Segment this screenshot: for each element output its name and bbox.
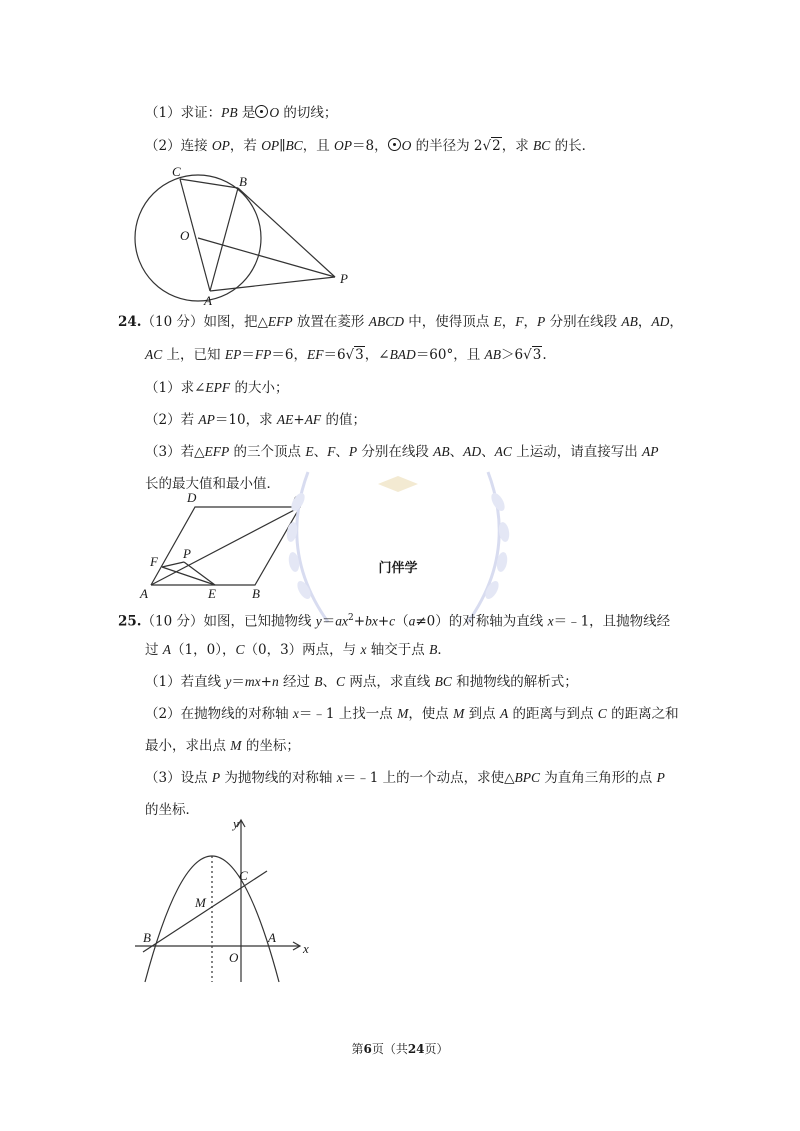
label-b: B: [143, 930, 151, 945]
q23-part1: （1）求证：PB 是 O 的切线；: [145, 105, 338, 121]
parabola: [145, 856, 279, 982]
segment-fe: [162, 567, 215, 585]
footer-middle: 页（共: [371, 1042, 408, 1056]
q25-figure: [135, 812, 320, 992]
q23-figure: [130, 160, 370, 310]
line-bc: [143, 871, 267, 952]
q24-part3-line1: （3）若△EFP 的三个顶点 E、F、P 分别在线段 AB、AD、AC 上运动，请直接写出 AP: [145, 444, 659, 460]
q25-part1: （1）若直线 y＝mx+n 经过 B、C 两点，求直线 BC 和抛物线的解析式；: [145, 674, 578, 690]
label-a: A: [204, 293, 212, 308]
q25-stem-line1: 25.（10 分）如图，已知抛物线 $y=ax^2+bx+c(a\ne 0)$的对称轴为直线 x＝﹣1，且抛物线经: [118, 613, 671, 630]
graduation-cap-icon: [378, 476, 418, 492]
circle-dot-symbol: [255, 105, 268, 118]
q25-part3-line2: 的坐标．: [145, 802, 199, 818]
label-e: E: [208, 586, 216, 601]
q24-stem-line2: AC 上，已知 EP＝FP＝6，EF＝6√3，∠BAD＝60°，且 AB＞6√3.: [145, 347, 547, 363]
q25-part2-line1: （2）在抛物线的对称轴 x＝﹣1 上找一点 M，使点 M 到点 A 的距离与到点 C 的距离之和: [145, 706, 679, 722]
q24-stem-line1: 24.（10 分）如图，把△EFP 放置在菱形 ABCD 中，使得顶点 E，F，P 分别在线段 AB，AD，: [118, 314, 683, 330]
q23-part2: （2）连接 OP，若 OP∥BC，且 OP＝8， O 的半径为 2√2，求 BC 的长．: [145, 138, 596, 154]
label-d: D: [187, 490, 197, 505]
segment-fp: [162, 562, 184, 567]
q24-part2: （2）若 AP＝10，求 AE+AF 的值；: [145, 412, 366, 428]
footer-total-pages: 24: [407, 1042, 425, 1056]
label-f: F: [150, 554, 158, 569]
q25-part2-line2: 最小，求出点 M 的坐标；: [145, 738, 300, 754]
footer-suffix: 页）: [424, 1042, 449, 1056]
label-a: A: [268, 930, 276, 945]
label-b: B: [252, 586, 260, 601]
segment-ap: [210, 277, 335, 291]
label-o: O: [180, 228, 190, 243]
footer-page-number: 6: [363, 1042, 372, 1056]
page-footer: [0, 1040, 800, 1057]
q24-part3-line2: 长的最大值和最小值．: [145, 476, 280, 492]
watermark-text: 门伴学: [378, 561, 418, 576]
label-y: y: [233, 816, 239, 831]
circle-dot-symbol: [388, 138, 401, 151]
label-p: P: [183, 546, 191, 561]
label-o: O: [229, 950, 239, 965]
label-a: A: [140, 586, 148, 601]
footer-prefix: 第: [351, 1042, 364, 1056]
label-x: x: [303, 941, 309, 956]
segment-pe: [184, 562, 215, 585]
q25-part3-line1: （3）设点 P 为抛物线的对称轴 x＝﹣1 上的一个动点，求使△BPC 为直角三角形的点 P: [145, 770, 665, 786]
q25-stem-line2: 过 A（1，0），C（0，3）两点，与 x 轴交于点 B．: [145, 642, 451, 658]
segment-ba: [210, 188, 238, 291]
q24-part1: （1）求∠EPF 的大小；: [145, 380, 289, 396]
label-c: C: [239, 868, 248, 883]
label-c: C: [172, 164, 181, 179]
label-p: P: [340, 271, 348, 286]
label-m: M: [195, 895, 206, 910]
label-b: B: [239, 174, 247, 189]
